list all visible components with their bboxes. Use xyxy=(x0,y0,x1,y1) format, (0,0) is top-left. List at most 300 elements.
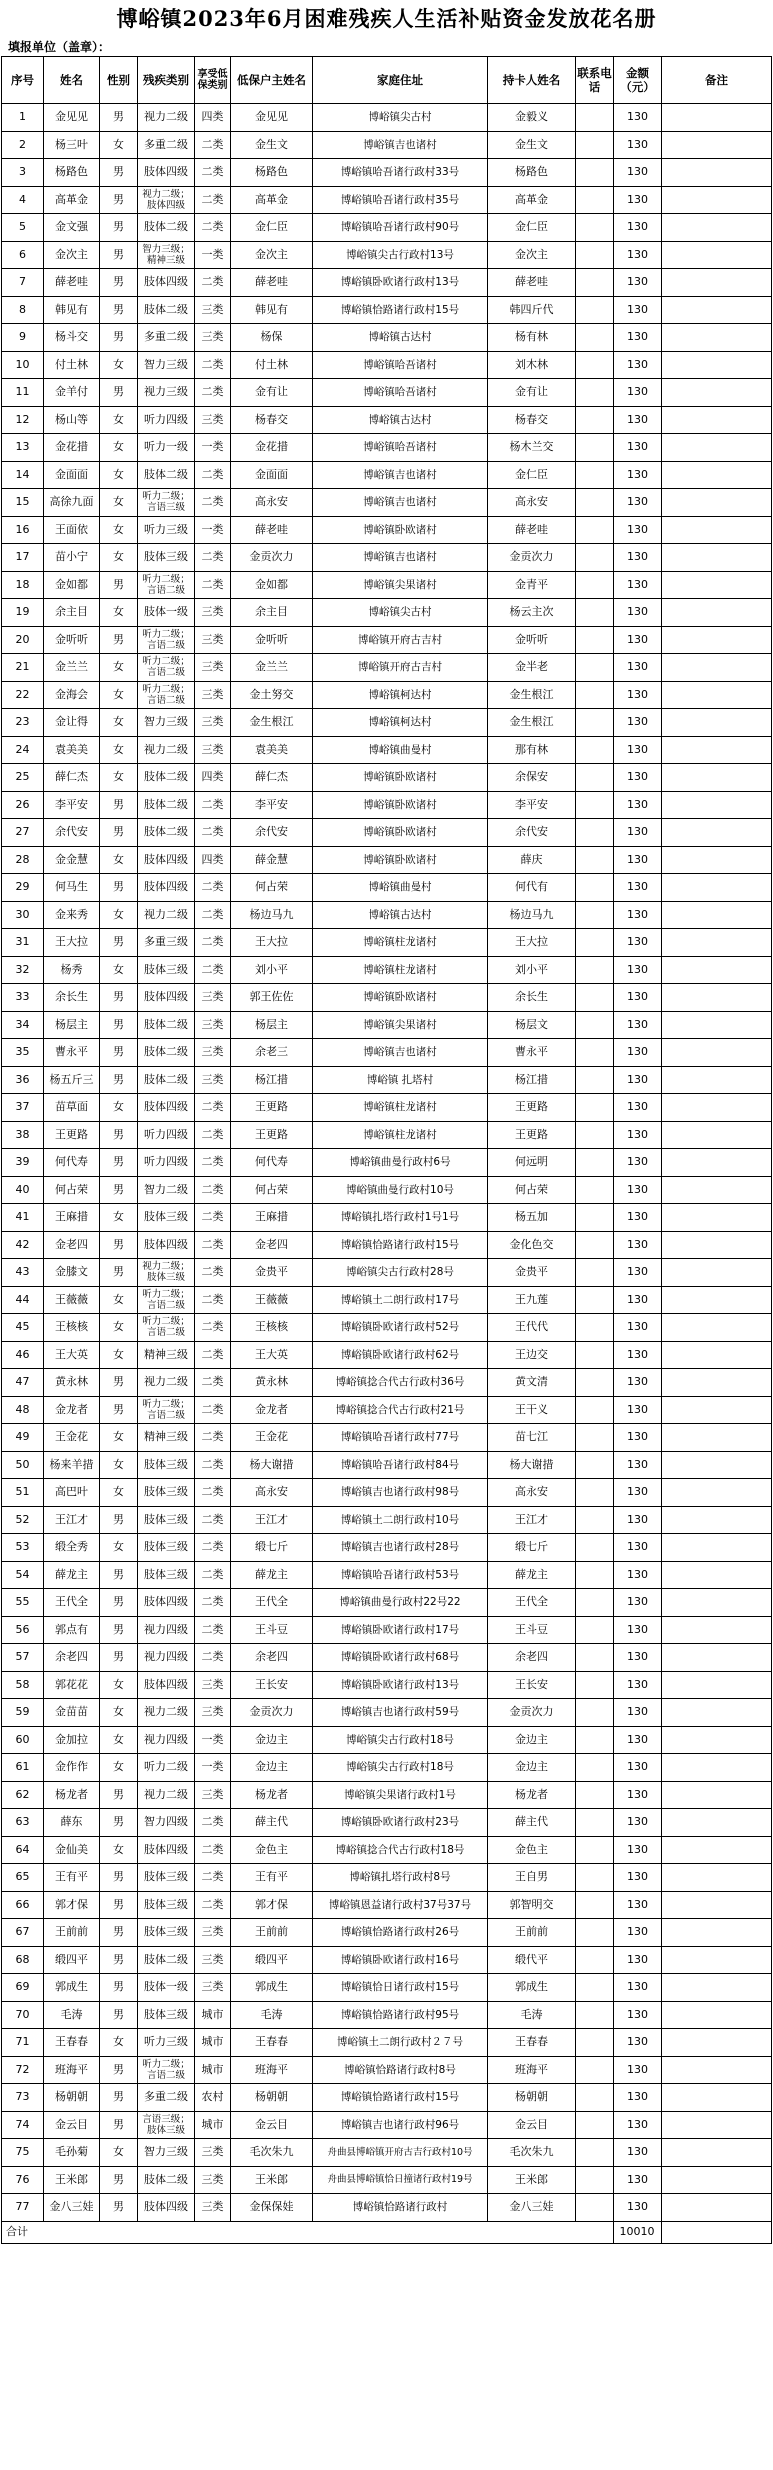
cell-disability-category: 视力二级 xyxy=(138,1781,195,1809)
cell-welfare-category: 二类 xyxy=(195,159,231,187)
cell-contact-phone xyxy=(576,1781,614,1809)
cell-cardholder-name: 金云目 xyxy=(488,2111,576,2139)
cell-home-address: 博峪镇柱龙诸村 xyxy=(313,1094,488,1122)
cell-welfare-category: 二类 xyxy=(195,1479,231,1507)
cell-gender: 男 xyxy=(100,819,138,847)
cell-cardholder-name: 郭成生 xyxy=(488,1974,576,2002)
cell-gender: 女 xyxy=(100,956,138,984)
cell-disability-category: 肢体三级 xyxy=(138,544,195,572)
cell-home-address: 博峪镇卧欧诸村 xyxy=(313,984,488,1012)
cell-contact-phone xyxy=(576,269,614,297)
cell-person-name: 余老四 xyxy=(44,1644,100,1672)
cell-cardholder-name: 杨五加 xyxy=(488,1204,576,1232)
cell-gender: 女 xyxy=(100,406,138,434)
cell-home-address: 博峪镇古达村 xyxy=(313,406,488,434)
cell-amount: 130 xyxy=(614,1864,662,1892)
cell-row-index: 44 xyxy=(2,1286,44,1314)
cell-amount: 130 xyxy=(614,956,662,984)
cell-remark xyxy=(662,1451,772,1479)
cell-cardholder-name: 王更路 xyxy=(488,1121,576,1149)
cell-home-address: 博峪镇曲曼村 xyxy=(313,874,488,902)
cell-remark xyxy=(662,764,772,792)
cell-welfare-category: 二类 xyxy=(195,1809,231,1837)
cell-amount: 130 xyxy=(614,1094,662,1122)
cell-person-name: 杨朝朝 xyxy=(44,2084,100,2112)
table-row xyxy=(2,1891,772,1919)
cell-home-address: 博峪镇柱龙诸村 xyxy=(313,1121,488,1149)
table-row xyxy=(2,1424,772,1452)
cell-disability-category: 听力二级；言语二级 xyxy=(138,654,195,682)
cell-disability-category: 智力三级；精神三级 xyxy=(138,241,195,269)
cell-person-name: 郭才保 xyxy=(44,1891,100,1919)
cell-contact-phone xyxy=(576,1534,614,1562)
cell-gender: 男 xyxy=(100,1946,138,1974)
cell-gender: 男 xyxy=(100,159,138,187)
cell-contact-phone xyxy=(576,1314,614,1342)
cell-home-address: 博峪镇卧欧诸村 xyxy=(313,516,488,544)
cell-disability-category: 言语三级；肢体三级 xyxy=(138,2111,195,2139)
cell-contact-phone xyxy=(576,516,614,544)
cell-home-address: 博峪镇捻合代古行政村18号 xyxy=(313,1836,488,1864)
cell-household-head-name: 金有让 xyxy=(231,379,313,407)
table-row xyxy=(2,1259,772,1287)
cell-remark xyxy=(662,1066,772,1094)
table-row xyxy=(2,434,772,462)
cell-amount: 130 xyxy=(614,1561,662,1589)
cell-home-address: 博峪镇尖果诸村 xyxy=(313,1011,488,1039)
table-row xyxy=(2,214,772,242)
cell-cardholder-name: 金边主 xyxy=(488,1754,576,1782)
cell-person-name: 杨五斤三 xyxy=(44,1066,100,1094)
cell-welfare-category: 二类 xyxy=(195,1506,231,1534)
cell-amount: 130 xyxy=(614,324,662,352)
table-row xyxy=(2,269,772,297)
cell-cardholder-name: 杨朝朝 xyxy=(488,2084,576,2112)
table-row xyxy=(2,1644,772,1672)
table-row xyxy=(2,1919,772,1947)
cell-cardholder-name: 何占荣 xyxy=(488,1176,576,1204)
cell-welfare-category: 二类 xyxy=(195,929,231,957)
cell-remark xyxy=(662,104,772,132)
cell-disability-category: 听力二级；言语二级 xyxy=(138,681,195,709)
cell-contact-phone xyxy=(576,819,614,847)
cell-amount: 130 xyxy=(614,1286,662,1314)
cell-disability-category: 肢体三级 xyxy=(138,1451,195,1479)
cell-remark xyxy=(662,1754,772,1782)
cell-gender: 女 xyxy=(100,1204,138,1232)
cell-gender: 女 xyxy=(100,764,138,792)
cell-cardholder-name: 金半老 xyxy=(488,654,576,682)
cell-cardholder-name: 高永安 xyxy=(488,1479,576,1507)
cell-row-index: 9 xyxy=(2,324,44,352)
cell-row-index: 19 xyxy=(2,599,44,627)
cell-gender: 女 xyxy=(100,434,138,462)
cell-gender: 男 xyxy=(100,1809,138,1837)
cell-disability-category: 多重二级 xyxy=(138,324,195,352)
cell-person-name: 苗小宁 xyxy=(44,544,100,572)
cell-row-index: 58 xyxy=(2,1671,44,1699)
cell-remark xyxy=(662,1891,772,1919)
cell-row-index: 65 xyxy=(2,1864,44,1892)
cell-household-head-name: 金花措 xyxy=(231,434,313,462)
cell-contact-phone xyxy=(576,681,614,709)
total-remark xyxy=(662,2221,772,2243)
cell-person-name: 毛孙菊 xyxy=(44,2139,100,2167)
cell-disability-category: 肢体四级 xyxy=(138,1589,195,1617)
cell-home-address: 博峪镇哈吾诸行政村53号 xyxy=(313,1561,488,1589)
cell-home-address: 博峪镇吉也诸村 xyxy=(313,489,488,517)
cell-home-address: 博峪镇卧欧诸行政村23号 xyxy=(313,1809,488,1837)
cell-amount: 130 xyxy=(614,2029,662,2057)
cell-disability-category: 肢体三级 xyxy=(138,1561,195,1589)
cell-remark xyxy=(662,1479,772,1507)
cell-person-name: 金听听 xyxy=(44,626,100,654)
cell-cardholder-name: 杨云主次 xyxy=(488,599,576,627)
cell-row-index: 51 xyxy=(2,1479,44,1507)
table-row xyxy=(2,1341,772,1369)
cell-household-head-name: 金次主 xyxy=(231,241,313,269)
table-row xyxy=(2,736,772,764)
cell-welfare-category: 二类 xyxy=(195,461,231,489)
cell-home-address: 博峪镇曲曼行政村10号 xyxy=(313,1176,488,1204)
cell-home-address: 博峪镇柱龙诸村 xyxy=(313,929,488,957)
cell-gender: 女 xyxy=(100,1314,138,1342)
cell-amount: 130 xyxy=(614,2084,662,2112)
cell-household-head-name: 王麻措 xyxy=(231,1204,313,1232)
cell-cardholder-name: 毛涛 xyxy=(488,2001,576,2029)
cell-person-name: 何占荣 xyxy=(44,1176,100,1204)
cell-disability-category: 多重二级 xyxy=(138,2084,195,2112)
cell-gender: 男 xyxy=(100,1149,138,1177)
cell-remark xyxy=(662,2166,772,2194)
cell-person-name: 王江才 xyxy=(44,1506,100,1534)
cell-gender: 女 xyxy=(100,846,138,874)
cell-contact-phone xyxy=(576,1094,614,1122)
cell-gender: 女 xyxy=(100,1341,138,1369)
cell-row-index: 59 xyxy=(2,1699,44,1727)
header-cell: 残疾类别 xyxy=(138,57,195,104)
cell-welfare-category: 三类 xyxy=(195,1671,231,1699)
table-row xyxy=(2,1121,772,1149)
cell-contact-phone xyxy=(576,434,614,462)
cell-disability-category: 多重三级 xyxy=(138,929,195,957)
cell-welfare-category: 三类 xyxy=(195,984,231,1012)
cell-disability-category: 视力二级 xyxy=(138,1699,195,1727)
cell-household-head-name: 王江才 xyxy=(231,1506,313,1534)
cell-home-address: 博峪镇土二朗行政村10号 xyxy=(313,1506,488,1534)
header-cell: 联系电话 xyxy=(576,57,614,104)
cell-disability-category: 肢体三级 xyxy=(138,1534,195,1562)
cell-disability-category: 肢体一级 xyxy=(138,1974,195,2002)
cell-person-name: 杨斗交 xyxy=(44,324,100,352)
cell-cardholder-name: 金贡次力 xyxy=(488,1699,576,1727)
cell-remark xyxy=(662,1616,772,1644)
cell-gender: 男 xyxy=(100,984,138,1012)
cell-welfare-category: 二类 xyxy=(195,1231,231,1259)
cell-household-head-name: 王核核 xyxy=(231,1314,313,1342)
table-row xyxy=(2,351,772,379)
cell-disability-category: 多重二级 xyxy=(138,131,195,159)
cell-row-index: 27 xyxy=(2,819,44,847)
cell-cardholder-name: 余老四 xyxy=(488,1644,576,1672)
cell-household-head-name: 金贡次力 xyxy=(231,544,313,572)
cell-row-index: 34 xyxy=(2,1011,44,1039)
table-row xyxy=(2,1726,772,1754)
cell-remark xyxy=(662,929,772,957)
cell-row-index: 77 xyxy=(2,2194,44,2222)
table-row xyxy=(2,681,772,709)
cell-household-head-name: 何代寿 xyxy=(231,1149,313,1177)
cell-welfare-category: 三类 xyxy=(195,2166,231,2194)
cell-welfare-category: 二类 xyxy=(195,1864,231,1892)
cell-remark xyxy=(662,984,772,1012)
total-label: 合计 xyxy=(2,2221,614,2243)
cell-remark xyxy=(662,1286,772,1314)
cell-person-name: 杨龙者 xyxy=(44,1781,100,1809)
cell-cardholder-name: 高永安 xyxy=(488,489,576,517)
table-row xyxy=(2,2166,772,2194)
cell-household-head-name: 杨春交 xyxy=(231,406,313,434)
cell-contact-phone xyxy=(576,2056,614,2084)
cell-household-head-name: 薛金慧 xyxy=(231,846,313,874)
cell-row-index: 55 xyxy=(2,1589,44,1617)
table-row xyxy=(2,626,772,654)
cell-row-index: 1 xyxy=(2,104,44,132)
cell-amount: 130 xyxy=(614,104,662,132)
cell-amount: 130 xyxy=(614,434,662,462)
table-row xyxy=(2,1479,772,1507)
cell-amount: 130 xyxy=(614,269,662,297)
cell-person-name: 金如都 xyxy=(44,571,100,599)
cell-household-head-name: 杨大谢措 xyxy=(231,1451,313,1479)
cell-person-name: 王大拉 xyxy=(44,929,100,957)
cell-disability-category: 肢体三级 xyxy=(138,1204,195,1232)
cell-row-index: 42 xyxy=(2,1231,44,1259)
cell-contact-phone xyxy=(576,461,614,489)
cell-household-head-name: 金云目 xyxy=(231,2111,313,2139)
cell-household-head-name: 金老四 xyxy=(231,1231,313,1259)
cell-disability-category: 听力三级 xyxy=(138,2029,195,2057)
cell-amount: 130 xyxy=(614,296,662,324)
table-row xyxy=(2,2084,772,2112)
cell-person-name: 金老四 xyxy=(44,1231,100,1259)
cell-amount: 130 xyxy=(614,1809,662,1837)
cell-disability-category: 精神三级 xyxy=(138,1424,195,1452)
cell-gender: 女 xyxy=(100,1836,138,1864)
cell-welfare-category: 一类 xyxy=(195,1726,231,1754)
cell-welfare-category: 三类 xyxy=(195,1919,231,1947)
cell-remark xyxy=(662,626,772,654)
cell-home-address: 博峪镇吉也诸村 xyxy=(313,544,488,572)
cell-cardholder-name: 那有林 xyxy=(488,736,576,764)
cell-household-head-name: 金色主 xyxy=(231,1836,313,1864)
cell-contact-phone xyxy=(576,1039,614,1067)
cell-remark xyxy=(662,544,772,572)
cell-household-head-name: 王有平 xyxy=(231,1864,313,1892)
cell-amount: 130 xyxy=(614,1754,662,1782)
cell-amount: 130 xyxy=(614,1534,662,1562)
cell-row-index: 46 xyxy=(2,1341,44,1369)
cell-remark xyxy=(662,1314,772,1342)
cell-home-address: 博峪镇柯达村 xyxy=(313,681,488,709)
cell-amount: 130 xyxy=(614,214,662,242)
table-row xyxy=(2,1671,772,1699)
cell-gender: 男 xyxy=(100,2194,138,2222)
cell-person-name: 杨路色 xyxy=(44,159,100,187)
cell-amount: 130 xyxy=(614,1011,662,1039)
cell-row-index: 25 xyxy=(2,764,44,792)
cell-gender: 男 xyxy=(100,1891,138,1919)
cell-welfare-category: 二类 xyxy=(195,1259,231,1287)
cell-household-head-name: 王更路 xyxy=(231,1094,313,1122)
cell-amount: 130 xyxy=(614,709,662,737)
cell-row-index: 66 xyxy=(2,1891,44,1919)
cell-contact-phone xyxy=(576,599,614,627)
cell-amount: 130 xyxy=(614,1671,662,1699)
cell-contact-phone xyxy=(576,186,614,214)
cell-row-index: 31 xyxy=(2,929,44,957)
cell-remark xyxy=(662,186,772,214)
cell-remark xyxy=(662,1919,772,1947)
cell-disability-category: 视力二级 xyxy=(138,901,195,929)
cell-cardholder-name: 王代全 xyxy=(488,1589,576,1617)
cell-disability-category: 听力二级；言语二级 xyxy=(138,1286,195,1314)
cell-welfare-category: 二类 xyxy=(195,1616,231,1644)
cell-gender: 女 xyxy=(100,736,138,764)
cell-welfare-category: 二类 xyxy=(195,214,231,242)
cell-household-head-name: 王米郎 xyxy=(231,2166,313,2194)
cell-person-name: 薛仁杰 xyxy=(44,764,100,792)
cell-row-index: 48 xyxy=(2,1396,44,1424)
cell-person-name: 袁美美 xyxy=(44,736,100,764)
cell-disability-category: 视力四级 xyxy=(138,1644,195,1672)
cell-person-name: 金花措 xyxy=(44,434,100,462)
cell-home-address: 博峪镇卧欧诸村 xyxy=(313,764,488,792)
cell-home-address: 博峪镇扎塔行政村8号 xyxy=(313,1864,488,1892)
cell-cardholder-name: 金生根江 xyxy=(488,681,576,709)
cell-household-head-name: 班海平 xyxy=(231,2056,313,2084)
cell-welfare-category: 一类 xyxy=(195,434,231,462)
cell-disability-category: 肢体二级 xyxy=(138,461,195,489)
cell-person-name: 余代安 xyxy=(44,819,100,847)
cell-row-index: 49 xyxy=(2,1424,44,1452)
cell-home-address: 博峪镇吉也诸行政村98号 xyxy=(313,1479,488,1507)
cell-welfare-category: 三类 xyxy=(195,1066,231,1094)
cell-home-address: 博峪镇卧欧诸行政村62号 xyxy=(313,1341,488,1369)
cell-gender: 女 xyxy=(100,2029,138,2057)
cell-gender: 女 xyxy=(100,1699,138,1727)
cell-gender: 男 xyxy=(100,1506,138,1534)
cell-amount: 130 xyxy=(614,544,662,572)
cell-household-head-name: 金保保娃 xyxy=(231,2194,313,2222)
cell-contact-phone xyxy=(576,2139,614,2167)
cell-row-index: 29 xyxy=(2,874,44,902)
cell-amount: 130 xyxy=(614,1204,662,1232)
cell-disability-category: 智力三级 xyxy=(138,351,195,379)
cell-cardholder-name: 缎代平 xyxy=(488,1946,576,1974)
cell-row-index: 64 xyxy=(2,1836,44,1864)
table-row xyxy=(2,516,772,544)
cell-row-index: 75 xyxy=(2,2139,44,2167)
cell-amount: 130 xyxy=(614,929,662,957)
cell-gender: 男 xyxy=(100,1369,138,1397)
cell-contact-phone xyxy=(576,1231,614,1259)
cell-row-index: 57 xyxy=(2,1644,44,1672)
cell-disability-category: 听力四级 xyxy=(138,1149,195,1177)
cell-remark xyxy=(662,324,772,352)
cell-welfare-category: 二类 xyxy=(195,1314,231,1342)
cell-welfare-category: 三类 xyxy=(195,296,231,324)
cell-gender: 男 xyxy=(100,241,138,269)
cell-remark xyxy=(662,1424,772,1452)
cell-home-address: 博峪镇扎塔行政村1号1号 xyxy=(313,1204,488,1232)
cell-household-head-name: 王薇薇 xyxy=(231,1286,313,1314)
total-amount: 10010 xyxy=(614,2221,662,2243)
cell-cardholder-name: 杨春交 xyxy=(488,406,576,434)
cell-amount: 130 xyxy=(614,874,662,902)
cell-remark xyxy=(662,1204,772,1232)
cell-row-index: 35 xyxy=(2,1039,44,1067)
cell-cardholder-name: 金贡次力 xyxy=(488,544,576,572)
cell-person-name: 李平安 xyxy=(44,791,100,819)
cell-household-head-name: 毛涛 xyxy=(231,2001,313,2029)
cell-row-index: 23 xyxy=(2,709,44,737)
cell-person-name: 金金慧 xyxy=(44,846,100,874)
cell-person-name: 薛东 xyxy=(44,1809,100,1837)
cell-amount: 130 xyxy=(614,1616,662,1644)
cell-disability-category: 肢体三级 xyxy=(138,1891,195,1919)
cell-household-head-name: 余代安 xyxy=(231,819,313,847)
cell-gender: 男 xyxy=(100,269,138,297)
cell-welfare-category: 一类 xyxy=(195,1754,231,1782)
cell-home-address: 博峪镇尖古行政村18号 xyxy=(313,1726,488,1754)
cell-household-head-name: 何占荣 xyxy=(231,874,313,902)
cell-row-index: 30 xyxy=(2,901,44,929)
cell-gender: 女 xyxy=(100,1424,138,1452)
cell-amount: 130 xyxy=(614,1314,662,1342)
table-row xyxy=(2,1754,772,1782)
cell-row-index: 6 xyxy=(2,241,44,269)
cell-person-name: 杨层主 xyxy=(44,1011,100,1039)
cell-home-address: 博峪镇土二朗行政村17号 xyxy=(313,1286,488,1314)
header-cell: 备注 xyxy=(662,57,772,104)
cell-household-head-name: 杨保 xyxy=(231,324,313,352)
table-row xyxy=(2,2056,772,2084)
cell-amount: 130 xyxy=(614,626,662,654)
cell-gender: 男 xyxy=(100,104,138,132)
cell-row-index: 54 xyxy=(2,1561,44,1589)
cell-remark xyxy=(662,489,772,517)
cell-welfare-category: 城市 xyxy=(195,2056,231,2084)
cell-gender: 女 xyxy=(100,901,138,929)
cell-person-name: 王有平 xyxy=(44,1864,100,1892)
cell-cardholder-name: 金生文 xyxy=(488,131,576,159)
cell-gender: 男 xyxy=(100,2111,138,2139)
table-row xyxy=(2,1781,772,1809)
cell-household-head-name: 金土努交 xyxy=(231,681,313,709)
cell-welfare-category: 二类 xyxy=(195,1891,231,1919)
cell-cardholder-name: 王江才 xyxy=(488,1506,576,1534)
cell-person-name: 杨三叶 xyxy=(44,131,100,159)
cell-welfare-category: 城市 xyxy=(195,2001,231,2029)
cell-home-address: 博峪镇哈吾诸行政村77号 xyxy=(313,1424,488,1452)
cell-household-head-name: 薛龙主 xyxy=(231,1561,313,1589)
cell-amount: 130 xyxy=(614,351,662,379)
cell-contact-phone xyxy=(576,1809,614,1837)
cell-remark xyxy=(662,1974,772,2002)
cell-welfare-category: 二类 xyxy=(195,1561,231,1589)
table-row xyxy=(2,929,772,957)
